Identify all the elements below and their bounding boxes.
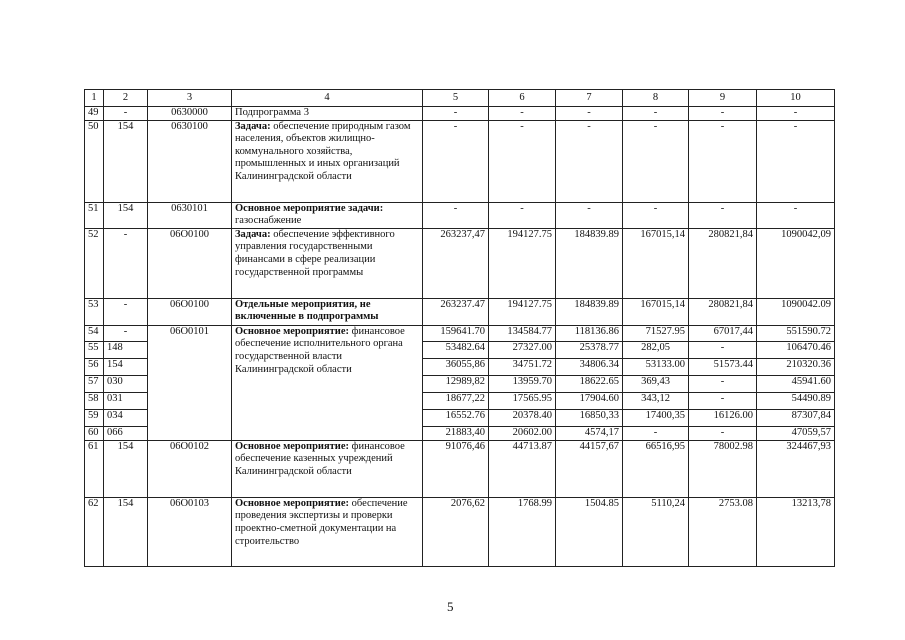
- value-cell: 44157,67: [556, 440, 623, 497]
- value-cell: -: [689, 107, 757, 121]
- row-title: Основное мероприятие:: [235, 440, 350, 452]
- description: [232, 440, 423, 497]
- value-cell: -: [423, 120, 489, 202]
- code-2: -: [104, 107, 148, 121]
- row-number: 57: [85, 375, 104, 392]
- value-cell: -: [689, 375, 757, 392]
- value-cell: 20378.40: [489, 409, 556, 426]
- value-cell: 134584.77: [489, 325, 556, 341]
- value-cell: -: [623, 107, 689, 121]
- row-number: 58: [85, 392, 104, 409]
- header-cell: 10: [757, 90, 835, 107]
- row-number: 51: [85, 202, 104, 228]
- value-cell: 1090042.09: [757, 298, 835, 325]
- row-desc: обеспечение природным газом населения, объектов жилищно-коммунального хозяйства, промышленных и иных организаций Калининградской области: [235, 120, 411, 182]
- header-row: [85, 90, 835, 107]
- code-3: 0630100: [148, 120, 232, 202]
- row-number: 54: [85, 325, 104, 341]
- value-cell: 87307,84: [757, 409, 835, 426]
- value-cell: 17565.95: [489, 392, 556, 409]
- value-cell: -: [689, 341, 757, 358]
- value-cell: 36055,86: [423, 358, 489, 375]
- row-number: 49: [85, 107, 104, 121]
- value-cell: -: [689, 120, 757, 202]
- value-cell: 47059,57: [757, 426, 835, 440]
- value-cell: 66516,95: [623, 440, 689, 497]
- description: [232, 298, 423, 325]
- header-cell: 8: [623, 90, 689, 107]
- row-title: Отдельные мероприятия, не включенные в подпрограммы: [235, 298, 379, 323]
- header-cell: 3: [148, 90, 232, 107]
- value-cell: 54490.89: [757, 392, 835, 409]
- value-cell: 5110,24: [623, 497, 689, 566]
- value-cell: 16850,33: [556, 409, 623, 426]
- value-cell: 16552.76: [423, 409, 489, 426]
- value-cell: 71527.95: [623, 325, 689, 341]
- row-number: 52: [85, 228, 104, 298]
- value-cell: 1768.99: [489, 497, 556, 566]
- header-cell: 4: [232, 90, 423, 107]
- value-cell: 184839.89: [556, 228, 623, 298]
- value-cell: 91076,46: [423, 440, 489, 497]
- row-desc: финансовое обеспечение исполнительного органа государственной власти Калининградской области: [235, 325, 405, 375]
- row-title: Основное мероприятие:: [235, 325, 350, 337]
- value-cell: 210320.36: [757, 358, 835, 375]
- code-2: 031: [104, 392, 148, 409]
- value-cell: 51573.44: [689, 358, 757, 375]
- code-3: 0630101: [148, 202, 232, 228]
- header-cell: 1: [85, 90, 104, 107]
- value-cell: -: [423, 107, 489, 121]
- value-cell: 12989,82: [423, 375, 489, 392]
- description: [232, 202, 423, 228]
- value-cell: 106470.46: [757, 341, 835, 358]
- value-cell: -: [489, 107, 556, 121]
- page-number: 5: [447, 599, 454, 614]
- code-3: 06О0103: [148, 497, 232, 566]
- header-cell: 9: [689, 90, 757, 107]
- code-2: 154: [104, 202, 148, 228]
- value-cell: 324467,93: [757, 440, 835, 497]
- value-cell: 16126.00: [689, 409, 757, 426]
- header-cell: 2: [104, 90, 148, 107]
- code-2: -: [104, 228, 148, 298]
- header-cell: 7: [556, 90, 623, 107]
- value-cell: 13959.70: [489, 375, 556, 392]
- code-2: 034: [104, 409, 148, 426]
- value-cell: -: [689, 426, 757, 440]
- table-row: [85, 440, 835, 497]
- description: [232, 107, 423, 121]
- row-title: Основное мероприятие задачи:: [235, 202, 384, 214]
- row-number: 55: [85, 341, 104, 358]
- value-cell: 2076,62: [423, 497, 489, 566]
- code-2: 154: [104, 358, 148, 375]
- code-2: 066: [104, 426, 148, 440]
- code-2: -: [104, 298, 148, 325]
- table-row: [85, 228, 835, 298]
- value-cell: 194127.75: [489, 228, 556, 298]
- value-cell: -: [757, 202, 835, 228]
- value-cell: 184839.89: [556, 298, 623, 325]
- description: [232, 325, 423, 440]
- value-cell: -: [689, 202, 757, 228]
- value-cell: -: [489, 120, 556, 202]
- value-cell: 67017,44: [689, 325, 757, 341]
- row-number: 53: [85, 298, 104, 325]
- value-cell: 13213,78: [757, 497, 835, 566]
- budget-table: [84, 89, 835, 567]
- value-cell: 159641.70: [423, 325, 489, 341]
- table-row: [85, 202, 835, 228]
- code-2: 148: [104, 341, 148, 358]
- value-cell: -: [423, 202, 489, 228]
- value-cell: 18677,22: [423, 392, 489, 409]
- value-cell: -: [623, 426, 689, 440]
- value-cell: -: [623, 202, 689, 228]
- code-2: 154: [104, 497, 148, 566]
- value-cell: 20602.00: [489, 426, 556, 440]
- value-cell: 53482.64: [423, 341, 489, 358]
- value-cell: 78002.98: [689, 440, 757, 497]
- row-title: Задача:: [235, 228, 271, 240]
- value-cell: 25378.77: [556, 341, 623, 358]
- code-3: 06О0102: [148, 440, 232, 497]
- value-cell: -: [623, 120, 689, 202]
- value-cell: 34751.72: [489, 358, 556, 375]
- value-cell: 280821,84: [689, 298, 757, 325]
- description: [232, 497, 423, 566]
- value-cell: -: [556, 120, 623, 202]
- value-cell: 282,05: [623, 341, 689, 358]
- value-cell: 1504.85: [556, 497, 623, 566]
- table-row: [85, 497, 835, 566]
- table-row: [85, 325, 835, 341]
- value-cell: 18622.65: [556, 375, 623, 392]
- value-cell: -: [556, 107, 623, 121]
- row-number: 62: [85, 497, 104, 566]
- value-cell: 118136.86: [556, 325, 623, 341]
- value-cell: 551590.72: [757, 325, 835, 341]
- code-2: 154: [104, 120, 148, 202]
- row-number: 59: [85, 409, 104, 426]
- value-cell: -: [556, 202, 623, 228]
- code-3: 0630000: [148, 107, 232, 121]
- value-cell: 27327.00: [489, 341, 556, 358]
- row-number: 50: [85, 120, 104, 202]
- value-cell: 17904.60: [556, 392, 623, 409]
- value-cell: 167015,14: [623, 298, 689, 325]
- code-2: 154: [104, 440, 148, 497]
- value-cell: -: [757, 120, 835, 202]
- row-number: 60: [85, 426, 104, 440]
- value-cell: 45941.60: [757, 375, 835, 392]
- value-cell: 34806.34: [556, 358, 623, 375]
- header-cell: 6: [489, 90, 556, 107]
- value-cell: -: [689, 392, 757, 409]
- value-cell: 263237,47: [423, 228, 489, 298]
- table-row: [85, 120, 835, 202]
- code-3: 06О0100: [148, 228, 232, 298]
- value-cell: 21883,40: [423, 426, 489, 440]
- row-title: Основное мероприятие:: [235, 497, 350, 509]
- code-3: 06О0101: [148, 325, 232, 440]
- value-cell: 263237.47: [423, 298, 489, 325]
- value-cell: 369,43: [623, 375, 689, 392]
- row-desc: обеспечение эффективного управления государственными финансами в сфере реализации государственной программы: [235, 228, 395, 278]
- code-2: -: [104, 325, 148, 341]
- row-desc: обеспечение проведения экспертизы и проверки проектно-сметной документации на строительство: [235, 497, 408, 547]
- value-cell: 280821,84: [689, 228, 757, 298]
- value-cell: 1090042,09: [757, 228, 835, 298]
- value-cell: -: [757, 107, 835, 121]
- value-cell: -: [489, 202, 556, 228]
- row-desc: Подпрограмма 3: [235, 107, 309, 118]
- row-desc: газоснабжение: [235, 215, 302, 227]
- row-number: 61: [85, 440, 104, 497]
- table-row: [85, 298, 835, 325]
- code-3: 06О0100: [148, 298, 232, 325]
- row-number: 56: [85, 358, 104, 375]
- description: [232, 228, 423, 298]
- row-title: Задача:: [235, 120, 271, 132]
- value-cell: 343,12: [623, 392, 689, 409]
- value-cell: 44713.87: [489, 440, 556, 497]
- value-cell: 53133.00: [623, 358, 689, 375]
- value-cell: 167015,14: [623, 228, 689, 298]
- header-cell: 5: [423, 90, 489, 107]
- value-cell: 17400,35: [623, 409, 689, 426]
- code-2: 030: [104, 375, 148, 392]
- value-cell: 2753.08: [689, 497, 757, 566]
- row-desc: финансовое обеспечение казенных учреждений Калининградской области: [235, 440, 405, 477]
- table-row: [85, 107, 835, 121]
- description: [232, 120, 423, 202]
- value-cell: 194127.75: [489, 298, 556, 325]
- value-cell: 4574,17: [556, 426, 623, 440]
